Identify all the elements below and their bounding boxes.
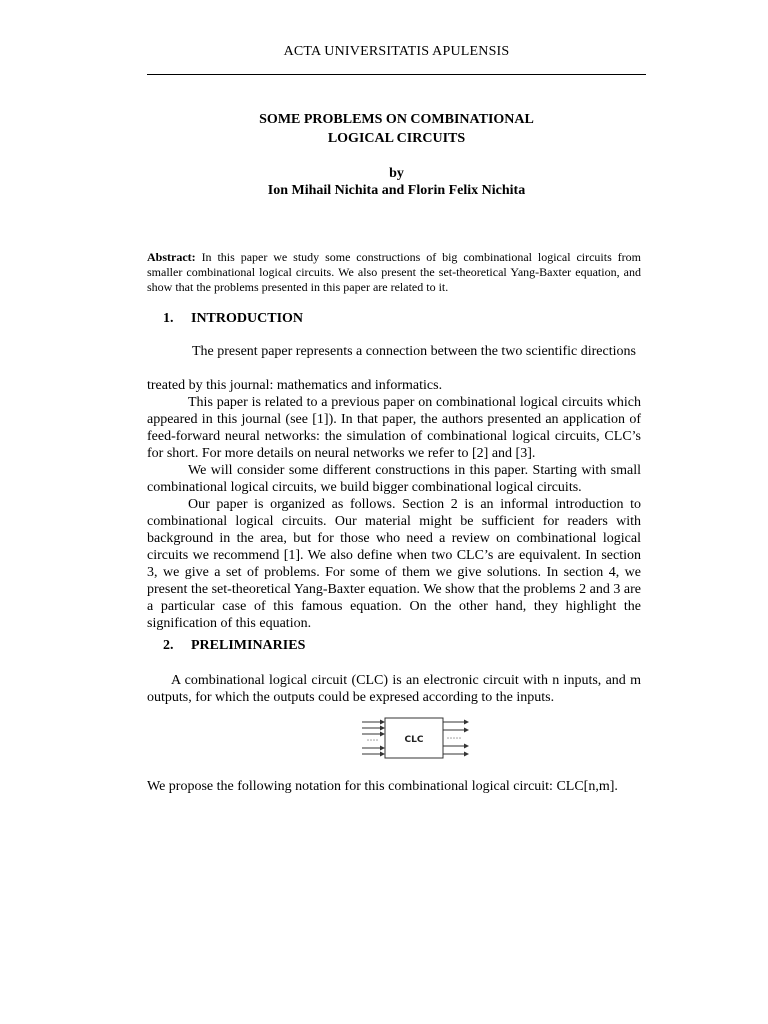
- section-2-number: 2.: [163, 638, 174, 653]
- abstract-label: Abstract:: [147, 250, 196, 264]
- paper-title: [147, 110, 646, 148]
- preliminaries-paragraph: A combinational logical circuit (CLC) is an electronic circuit with n inputs, and m outputs, for which the outputs could be expresed according to the inputs.: [147, 673, 641, 705]
- intro-paragraph-3: We will consider some different constructions in this paper. Starting with small combinational logical circuits, we build bigger combinational logical circuits.: [147, 463, 641, 495]
- notation-paragraph: We propose the following notation for this combinational logical circuit: CLC[n,m].: [147, 779, 618, 794]
- intro-paragraph-1-cont: treated by this journal: mathematics and informatics.: [147, 378, 443, 393]
- intro-paragraph-4: Our paper is organized as follows. Section 2 is an informal introduction to combinational logical circuits. Our material might be sufficient for readers with background in the area, but for those who need a review on combinational logical circuits we recommend [1]. We also define when two CLC’s are equivalent. In section 3, we give a set of problems. For some of them we give solutions. In section 4, we present the set-theoretical Yang-Baxter equation. We show that the problems 2 and 3 are a particular case of this famous equation. On the other hand, they highlight the signification of this equation.: [147, 497, 641, 631]
- input-dots: [367, 739, 378, 741]
- section-1-heading: [163, 311, 303, 327]
- clc-box-label: CLC: [404, 735, 424, 745]
- header-rule: [147, 74, 646, 75]
- output-arrows: [443, 722, 468, 754]
- abstract: [147, 250, 641, 295]
- section-1-title: INTRODUCTION: [191, 311, 304, 326]
- authors: Ion Mihail Nichita and Florin Felix Nichita: [267, 183, 526, 198]
- intro-paragraph-1-first-line: The present paper represents a connection between the two scientific directions: [192, 344, 636, 359]
- title-line-1: SOME PROBLEMS ON COMBINATIONAL: [259, 112, 534, 127]
- clc-diagram: [360, 716, 472, 760]
- section-2-heading: [163, 638, 305, 654]
- input-arrows: [362, 722, 384, 754]
- section-1-number: 1.: [163, 311, 174, 326]
- title-line-2: LOGICAL CIRCUITS: [327, 131, 466, 146]
- output-dots: [447, 737, 461, 739]
- clc-figure: [360, 716, 472, 760]
- intro-body: [147, 377, 641, 632]
- by-line: by: [389, 166, 404, 181]
- abstract-text: In this paper we study some constructions of big combinational logical circuits from smaller combinational logical circuits. We also present the set-theoretical Yang-Baxter equation, and show that the problems presented in this paper are related to it.: [147, 250, 642, 294]
- intro-paragraph-2: This paper is related to a previous paper on combinational logical circuits which appeared in this journal (see [1]). In that paper, the authors presented an application of feed-forward neural networks: the simulation of combinational logical circuits, CLC’s for short. For more details on neural networks we refer to [2] and [3].: [147, 395, 641, 461]
- section-2-title: PRELIMINARIES: [191, 638, 306, 653]
- journal-header: ACTA UNIVERSITATIS APULENSIS: [283, 44, 510, 59]
